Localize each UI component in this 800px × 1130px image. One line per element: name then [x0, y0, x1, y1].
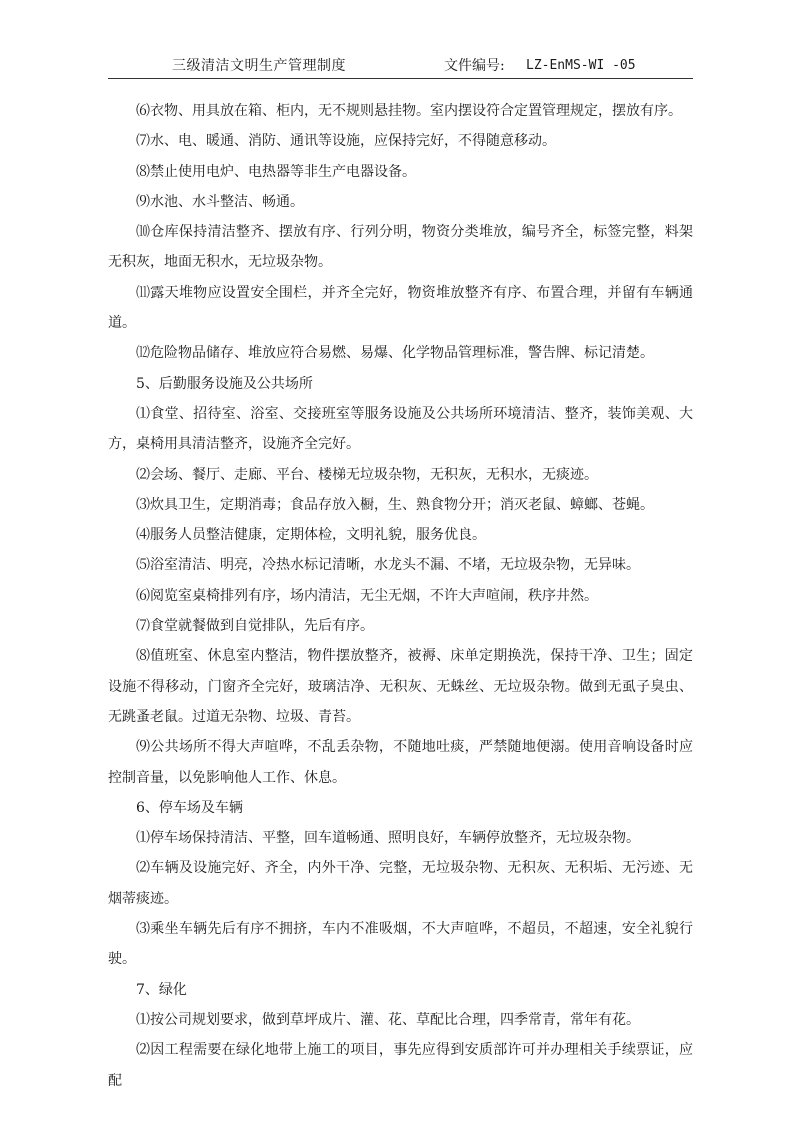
page-header [108, 56, 693, 79]
document-title: 三级清洁文明生产管理制度 [172, 58, 346, 74]
paragraph: ⑿危险物品储存、堆放应符合易燃、易爆、化学物品管理标准，警告牌、标记清楚。 [136, 345, 654, 362]
paragraph: ⑷服务人员整洁健康，定期体检，文明礼貌，服务优良。 [136, 527, 486, 544]
paragraph: ⑴停车场保持清洁、平整，回车道畅通、照明良好，车辆停放整齐，无垃圾杂物。 [136, 830, 640, 847]
document-number-label: 文件编号: [444, 58, 505, 74]
paragraph: ⑴按公司规划要求，做到草坪成片、灌、花、草配比合理，四季常青，常年有花。 [136, 1011, 640, 1028]
paragraph: ⑸浴室清洁、明亮，冷热水标记清晰，水龙头不漏、不堵，无垃圾杂物，无异味。 [136, 557, 640, 574]
paragraph: ⑺食堂就餐做到自觉排队，先后有序。 [136, 618, 374, 635]
paragraph: ⑾露天堆物应设置安全围栏，并齐全完好，物资堆放整齐有序、布置合理，并留有车辆通道。 [108, 284, 693, 332]
paragraph: ⑻禁止使用电炉、电热器等非生产电器设备。 [136, 163, 416, 180]
paragraph: ⑵因工程需要在绿化地带上施工的项目，事先应得到安质部许可并办理相关手续票证，应配 [108, 1042, 693, 1089]
paragraph: ⑺水、电、暖通、消防、通讯等设施，应保持完好，不得随意移动。 [136, 133, 556, 150]
paragraph: ⑹衣物、用具放在箱、柜内，无不规则悬挂物。室内摆设符合定置管理规定，摆放有序。 [136, 103, 682, 119]
document-body [108, 96, 693, 1096]
paragraph: ⑽仓库保持清洁整齐、摆放有序、行列分明，物资分类堆放，编号齐全，标签完整，料架无积灰，地面无积水，无垃圾杂物。 [108, 224, 693, 271]
paragraph: ⑶炊具卫生，定期消毒；食品存放入橱，生、熟食物分开；消灭老鼠、蟑螂、苍蝇。 [136, 496, 654, 513]
section-heading: 5、后勤服务设施及公共场所 [136, 375, 313, 392]
section-heading: 6、停车场及车辆 [136, 799, 243, 816]
paragraph: ⑵会场、餐厅、走廊、平台、楼梯无垃圾杂物，无积灰，无积水，无痰迹。 [136, 466, 598, 483]
section-heading: 7、绿化 [136, 981, 187, 998]
paragraph: ⑹阅览室桌椅排列有序，场内清洁，无尘无烟，不许大声喧闹，秩序井然。 [136, 587, 598, 604]
paragraph: ⑻值班室、休息室内整洁，物件摆放整齐，被褥、床单定期换洗，保持干净、卫生；固定设施不得移动，门窗齐全完好，玻璃洁净、无积灰、无蛛丝、无垃圾杂物。做到无虱子臭虫、无跳蚤老鼠。过道无杂物、垃圾、青苔。 [108, 648, 693, 725]
paragraph: ⑴食堂、招待室、浴室、交接班室等服务设施及公共场所环境清洁、整齐，装饰美观、大方，桌椅用具清洁整齐，设施齐全完好。 [108, 405, 693, 453]
paragraph: ⑵车辆及设施完好、齐全，内外干净、完整，无垃圾杂物、无积灰、无积垢、无污迹、无烟蒂痰迹。 [108, 860, 693, 907]
document-number: LZ-EnMS-WI -05 [526, 58, 636, 73]
paragraph: ⑼水池、水斗整洁、畅通。 [136, 193, 304, 210]
paragraph: ⑼公共场所不得大声喧哗，不乱丢杂物，不随地吐痰，严禁随地便溺。使用音响设备时应控制音量，以免影响他人工作、休息。 [108, 739, 693, 786]
paragraph: ⑶乘坐车辆先后有序不拥挤，车内不准吸烟，不大声喧哗，不超员，不超速，安全礼貌行驶。 [108, 921, 693, 968]
